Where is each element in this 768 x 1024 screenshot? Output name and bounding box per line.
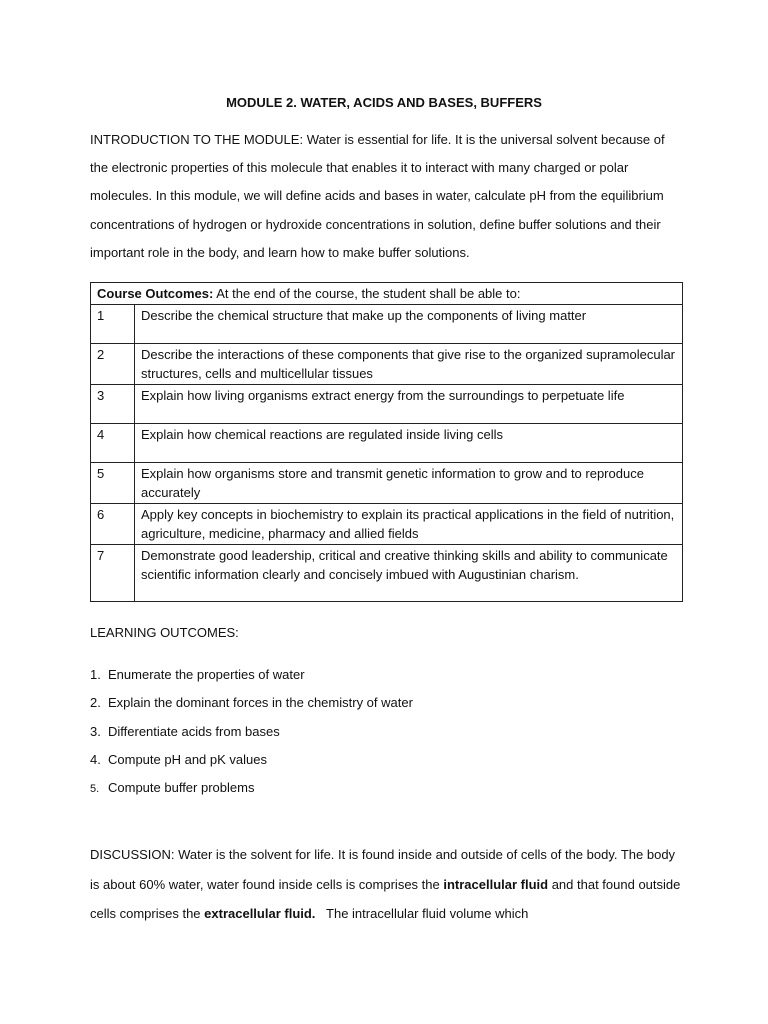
discussion-paragraph xyxy=(90,840,682,929)
discussion-bold-intracellular: intracellular fluid xyxy=(443,876,549,892)
row-number: 4 xyxy=(91,424,135,463)
table-row xyxy=(91,305,683,344)
list-item xyxy=(90,752,267,767)
row-text: Explain how living organisms extract energy from the surroundings to perpetuate life xyxy=(135,385,683,424)
row-text: Apply key concepts in biochemistry to explain its practical applications in the field of nutrition, agriculture, medicine, pharmacy and allied fields xyxy=(135,504,683,545)
list-item xyxy=(90,695,413,710)
row-number: 5 xyxy=(91,463,135,504)
list-item-text: Compute buffer problems xyxy=(108,780,255,795)
course-outcomes-heading-row xyxy=(91,283,683,305)
row-number: 6 xyxy=(91,504,135,545)
list-item xyxy=(90,724,280,739)
course-outcomes-heading xyxy=(91,283,683,305)
course-outcomes-table xyxy=(90,282,683,602)
list-item-number: 4. xyxy=(90,752,101,767)
row-text: Describe the chemical structure that make up the components of living matter xyxy=(135,305,683,344)
discussion-text-3: The intracellular fluid volume which xyxy=(315,906,529,921)
list-item-number: 2. xyxy=(90,695,101,710)
list-item-number: 3. xyxy=(90,724,101,739)
table-row xyxy=(91,424,683,463)
table-row xyxy=(91,504,683,545)
list-item xyxy=(90,667,305,682)
row-number: 2 xyxy=(91,344,135,385)
discussion-text-1: DISCUSSION: Water is the solvent for life. It is found inside and outside of cells of the body. The body is about 60% water, water found inside cells is comprises the xyxy=(90,847,676,892)
row-text: Explain how chemical reactions are regulated inside living cells xyxy=(135,424,683,463)
list-item-number: 1. xyxy=(90,667,101,682)
list-item-text: Enumerate the properties of water xyxy=(108,667,305,682)
row-number: 3 xyxy=(91,385,135,424)
table-row xyxy=(91,463,683,504)
list-item-text: Explain the dominant forces in the chemistry of water xyxy=(108,695,413,710)
list-item xyxy=(90,780,254,795)
module-title: MODULE 2. WATER, ACIDS AND BASES, BUFFERS xyxy=(226,95,542,110)
table-row xyxy=(91,385,683,424)
course-outcomes-label: Course Outcomes: xyxy=(97,286,214,301)
intro-label: INTRODUCTION TO THE MODULE: xyxy=(90,132,304,147)
row-number: 1 xyxy=(91,305,135,344)
table-row xyxy=(91,545,683,602)
row-text: Describe the interactions of these components that give rise to the organized supramolecular structures, cells and multicellular tissues xyxy=(135,344,683,385)
list-item-number: 5. xyxy=(90,783,100,795)
learning-outcomes-title: LEARNING OUTCOMES: xyxy=(90,625,239,640)
discussion-text-2: and that found outside cells comprises the xyxy=(90,876,681,921)
discussion-bold-extracellular: extracellular fluid. xyxy=(204,906,316,921)
intro-paragraph xyxy=(90,126,682,267)
row-text: Demonstrate good leadership, critical and creative thinking skills and ability to communicate scientific information clearly and concisely imbued with Augustinian charism. xyxy=(135,545,683,602)
course-outcomes-heading-text: At the end of the course, the student shall be able to: xyxy=(213,286,521,301)
table-row xyxy=(91,344,683,385)
row-text: Explain how organisms store and transmit genetic information to grow and to reproduce accurately xyxy=(135,463,683,504)
list-item-text: Compute pH and pK values xyxy=(108,752,267,767)
row-number: 7 xyxy=(91,545,135,602)
list-item-text: Differentiate acids from bases xyxy=(108,724,280,739)
intro-text: Water is essential for life. It is the universal solvent because of the electronic properties of this molecule that enables it to interact with many charged or polar molecules. In this module, we will define acids and bases in water, calculate pH from the equilibrium concentrations of hydrogen or hydroxide concentrations in solution, define buffer solutions and their important role in the body, and learn how to make buffer solutions. xyxy=(90,132,665,260)
